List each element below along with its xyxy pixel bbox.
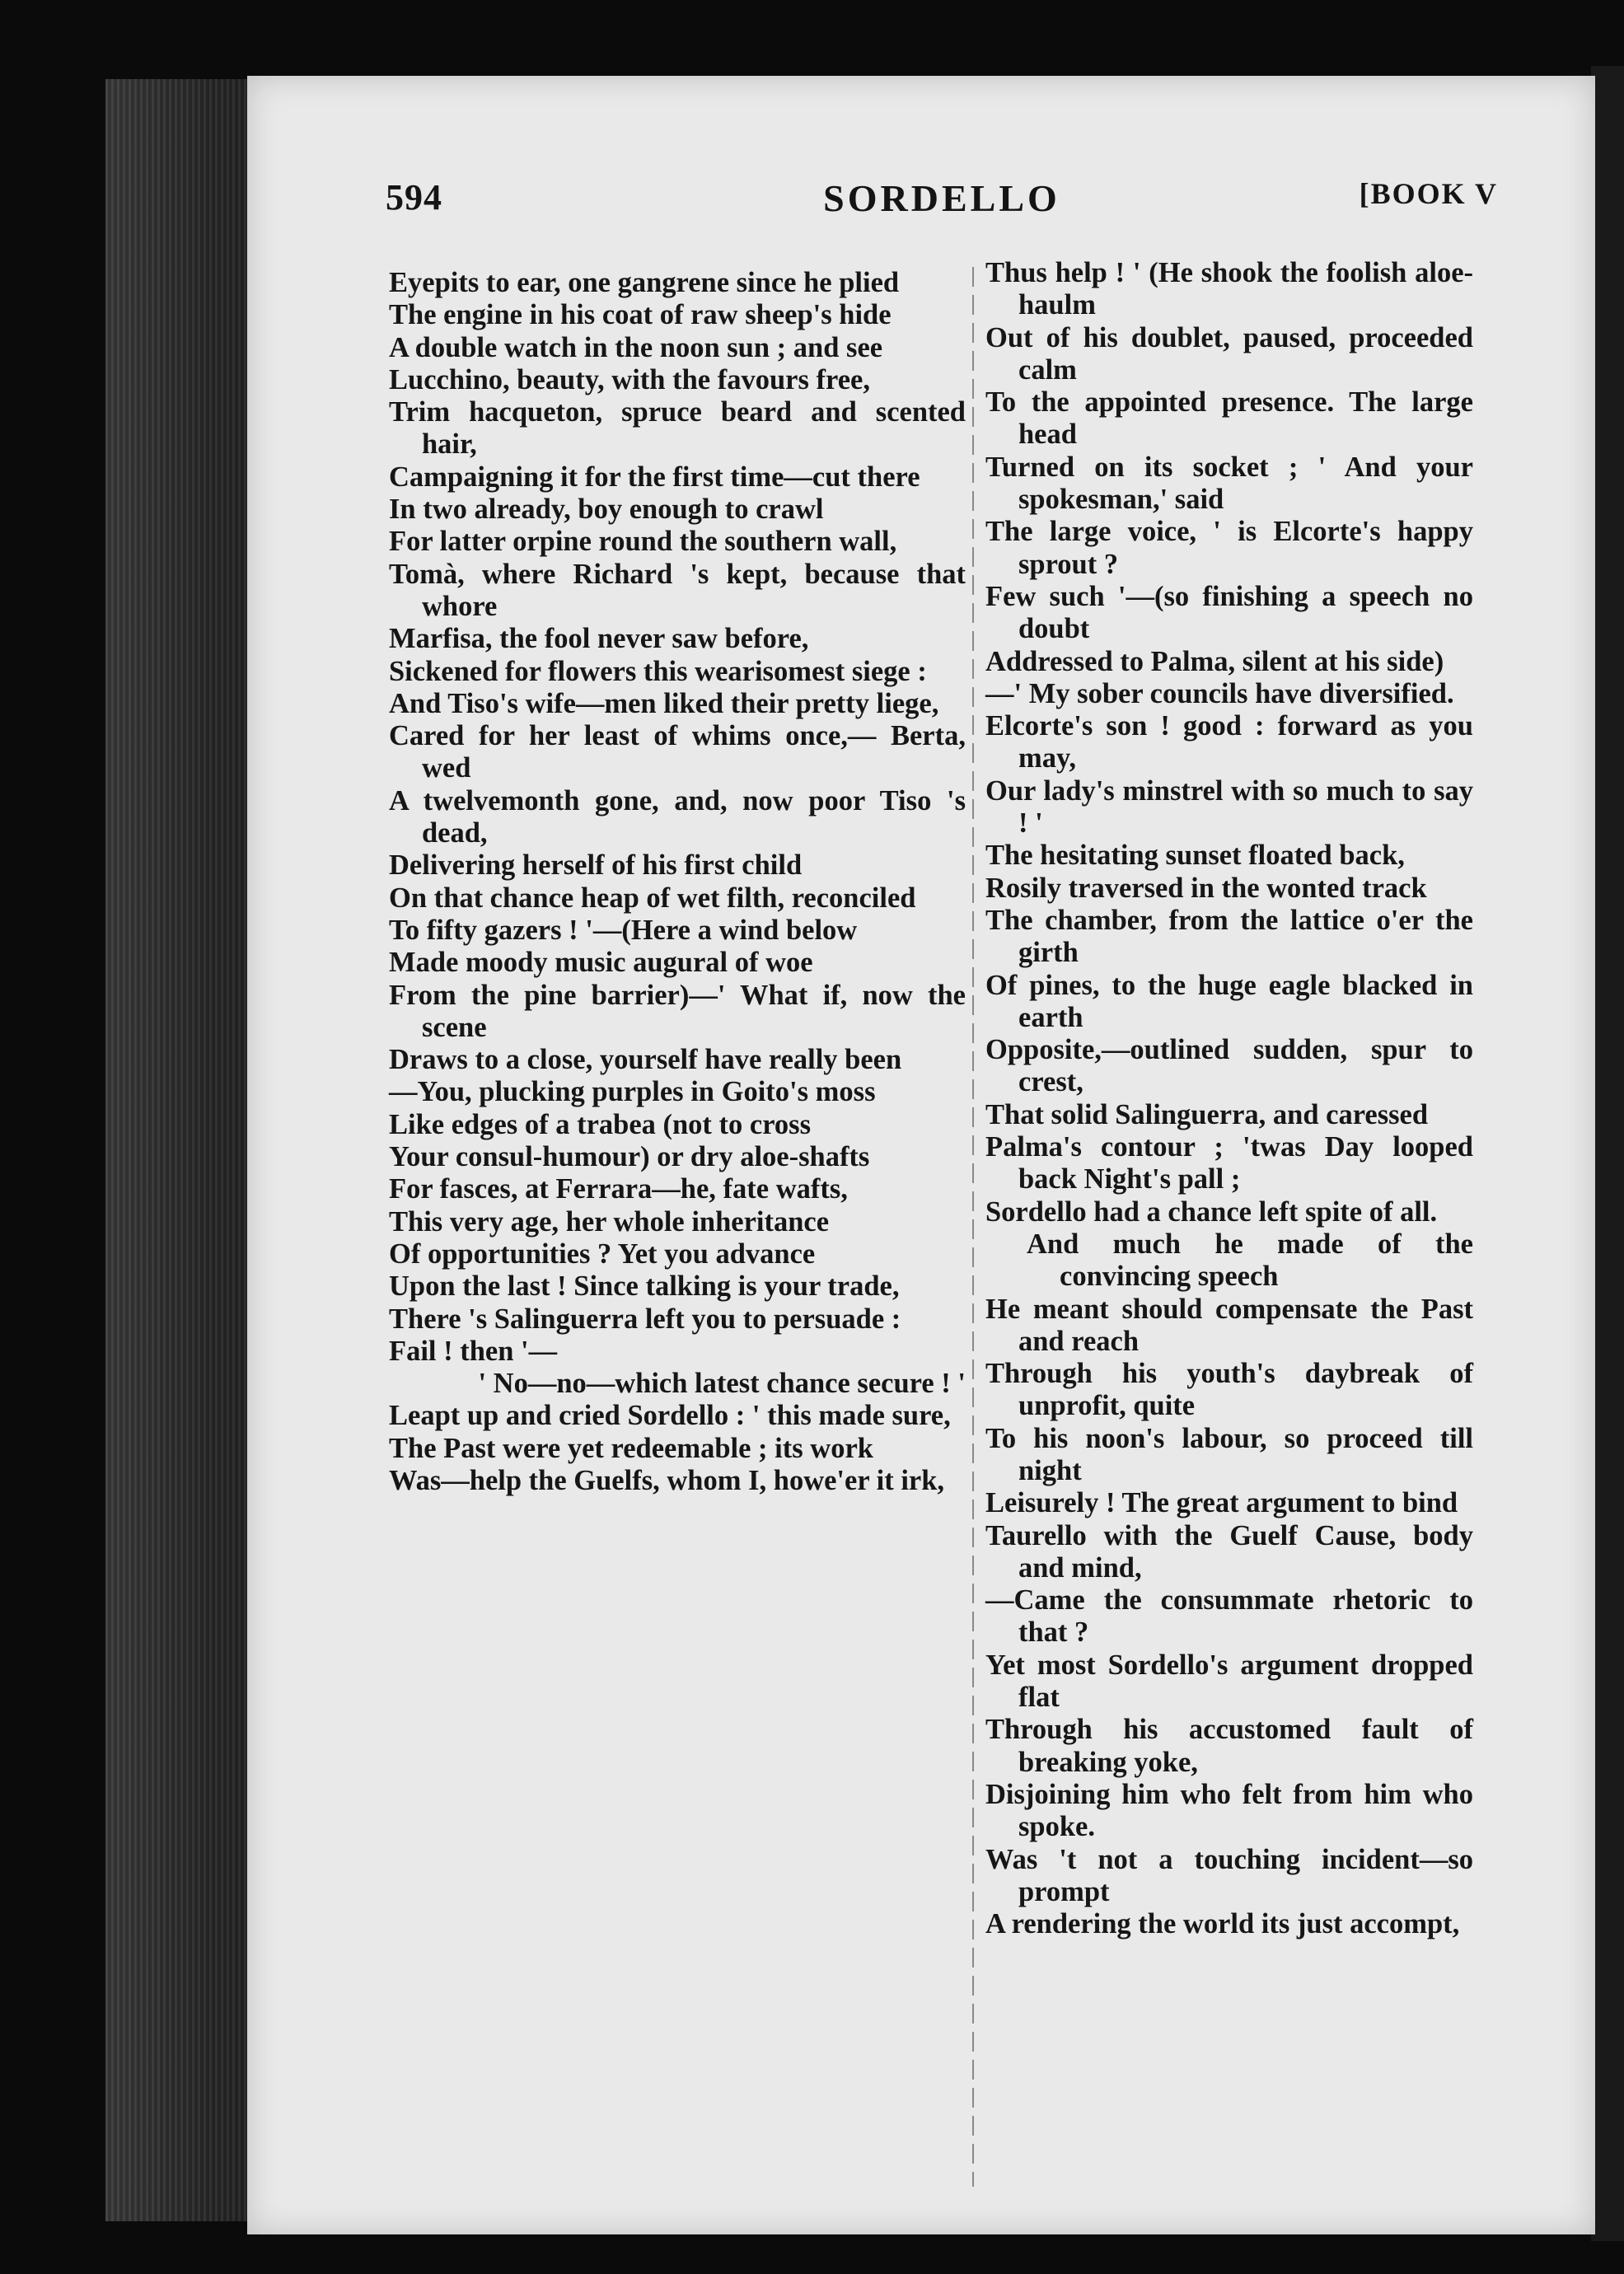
verse-line: Our lady's minstrel with so much to say ! ' bbox=[985, 774, 1473, 840]
verse-line: Campaigning it for the first time—cut there bbox=[389, 461, 920, 493]
book-page bbox=[247, 76, 1595, 2234]
verse-line: Yet most Sordello's argument dropped flat bbox=[985, 1649, 1473, 1714]
verse-line: To fifty gazers ! '—(Here a wind below bbox=[389, 914, 858, 946]
verse-line: Of opportunities ? Yet you advance bbox=[389, 1238, 816, 1270]
verse-line: For fasces, at Ferrara—he, fate wafts, bbox=[389, 1173, 848, 1205]
verse-line: Elcorte's son ! good : forward as you may, bbox=[985, 710, 1473, 774]
verse-line: Thus help ! ' (He shook the foolish aloe-haulm bbox=[985, 257, 1473, 321]
right-column bbox=[985, 257, 1473, 1940]
verse-line: Sordello had a chance left spite of all. bbox=[985, 1195, 1438, 1228]
verse-line: To the appointed presence. The large head bbox=[985, 386, 1473, 451]
verse-line: Cared for her least of whims once,— Berta, wed bbox=[389, 720, 966, 784]
verse-line: Sickened for flowers this wearisomest siege : bbox=[389, 655, 927, 687]
verse-line: Disjoining him who felt from him who spoke. bbox=[985, 1778, 1473, 1843]
verse-line: Leisurely ! The great argument to bind bbox=[985, 1487, 1458, 1519]
left-column bbox=[389, 267, 966, 1497]
verse-line: He meant should compensate the Past and reach bbox=[985, 1293, 1473, 1357]
verse-line: Was—help the Guelfs, whom I, howe'er it irk, bbox=[389, 1464, 945, 1496]
verse-line: From the pine barrier)—' What if, now the scene bbox=[389, 979, 966, 1043]
verse-line: Addressed to Palma, silent at his side) bbox=[985, 645, 1444, 677]
verse-line: The Past were yet redeemable ; its work bbox=[389, 1432, 873, 1464]
verse-line: Opposite,—outlined sudden, spur to crest, bbox=[985, 1034, 1473, 1098]
verse-line: Upon the last ! Since talking is your trade, bbox=[389, 1270, 900, 1303]
verse-line: The large voice, ' is Elcorte's happy sprout ? bbox=[985, 516, 1473, 580]
verse-line: Was 't not a touching incident—so prompt bbox=[985, 1843, 1473, 1907]
verse-line: Trim hacqueton, spruce beard and scented hair, bbox=[389, 396, 966, 461]
verse-line: ' No—no—which latest chance secure ! ' bbox=[478, 1368, 966, 1400]
verse-line: Turned on its socket ; ' And your spokesman,' said bbox=[985, 451, 1473, 516]
verse-line: And much he made of the convincing speech bbox=[1027, 1228, 1473, 1293]
verse-line: Taurello with the Guelf Cause, body and mind, bbox=[985, 1519, 1473, 1584]
verse-line: —Came the consummate rhetoric to that ? bbox=[985, 1584, 1473, 1649]
verse-line: There 's Salinguerra left you to persuade : bbox=[389, 1303, 901, 1335]
verse-line: Your consul-humour) or dry aloe-shafts bbox=[389, 1141, 870, 1173]
verse-line: In two already, boy enough to crawl bbox=[389, 494, 824, 526]
verse-line: Lucchino, beauty, with the favours free, bbox=[389, 363, 870, 395]
verse-line: Made moody music augural of woe bbox=[389, 947, 813, 979]
verse-line: Rosily traversed in the wonted track bbox=[985, 872, 1427, 904]
verse-line: Through his accustomed fault of breaking yoke, bbox=[985, 1714, 1473, 1778]
verse-line: Draws to a close, yourself have really been bbox=[389, 1044, 902, 1076]
verse-line: Out of his doublet, paused, proceeded calm bbox=[985, 321, 1473, 386]
verse-line: Delivering herself of his first child bbox=[389, 849, 803, 882]
verse-line: Fail ! then '— bbox=[389, 1335, 558, 1367]
verse-line: The engine in his coat of raw sheep's hide bbox=[389, 299, 892, 331]
verse-line: —' My sober councils have diversified. bbox=[985, 677, 1454, 709]
verse-line: The hesitating sunset floated back, bbox=[985, 840, 1405, 872]
verse-line: Leapt up and cried Sordello : ' this made sure, bbox=[389, 1400, 951, 1432]
verse-line: Like edges of a trabea (not to cross bbox=[389, 1108, 812, 1140]
running-head bbox=[386, 176, 1498, 234]
verse-line: Eyepits to ear, one gangrene since he plied bbox=[389, 267, 900, 298]
verse-line: On that chance heap of wet filth, reconciled bbox=[389, 882, 916, 914]
verse-line: To his noon's labour, so proceed till night bbox=[985, 1422, 1473, 1486]
book-label: [BOOK V bbox=[1359, 177, 1498, 210]
verse-line: Tomà, where Richard 's kept, because that whore bbox=[389, 558, 966, 622]
verse-line: This very age, her whole inheritance bbox=[389, 1205, 830, 1238]
verse-line: That solid Salinguerra, and caressed bbox=[985, 1098, 1429, 1130]
verse-line: Through his youth's daybreak of unprofit, quite bbox=[985, 1358, 1473, 1422]
verse-line: For latter orpine round the southern wall, bbox=[389, 526, 897, 558]
book-cover-spine bbox=[105, 79, 270, 2221]
verse-line: And Tiso's wife—men liked their pretty liege, bbox=[389, 687, 939, 719]
running-title: SORDELLO bbox=[823, 177, 1060, 219]
page-number: 594 bbox=[386, 177, 442, 218]
verse-line: Palma's contour ; 'twas Day looped back Night's pall ; bbox=[985, 1131, 1473, 1195]
verse-line: The chamber, from the lattice o'er the girth bbox=[985, 904, 1473, 969]
verse-line: A twelvemonth gone, and, now poor Tiso 's dead, bbox=[389, 784, 966, 849]
verse-line: A rendering the world its just accompt, bbox=[985, 1908, 1460, 1940]
verse-line: —You, plucking purples in Goito's moss bbox=[389, 1076, 876, 1108]
verse-line: Of pines, to the huge eagle blacked in earth bbox=[985, 969, 1473, 1033]
column-divider bbox=[972, 267, 974, 2187]
verse-line: Marfisa, the fool never saw before, bbox=[389, 623, 809, 655]
verse-line: Few such '—(so finishing a speech no doubt bbox=[985, 580, 1473, 645]
verse-line: A double watch in the noon sun ; and see bbox=[389, 331, 883, 363]
book-right-edge bbox=[1591, 66, 1624, 2241]
